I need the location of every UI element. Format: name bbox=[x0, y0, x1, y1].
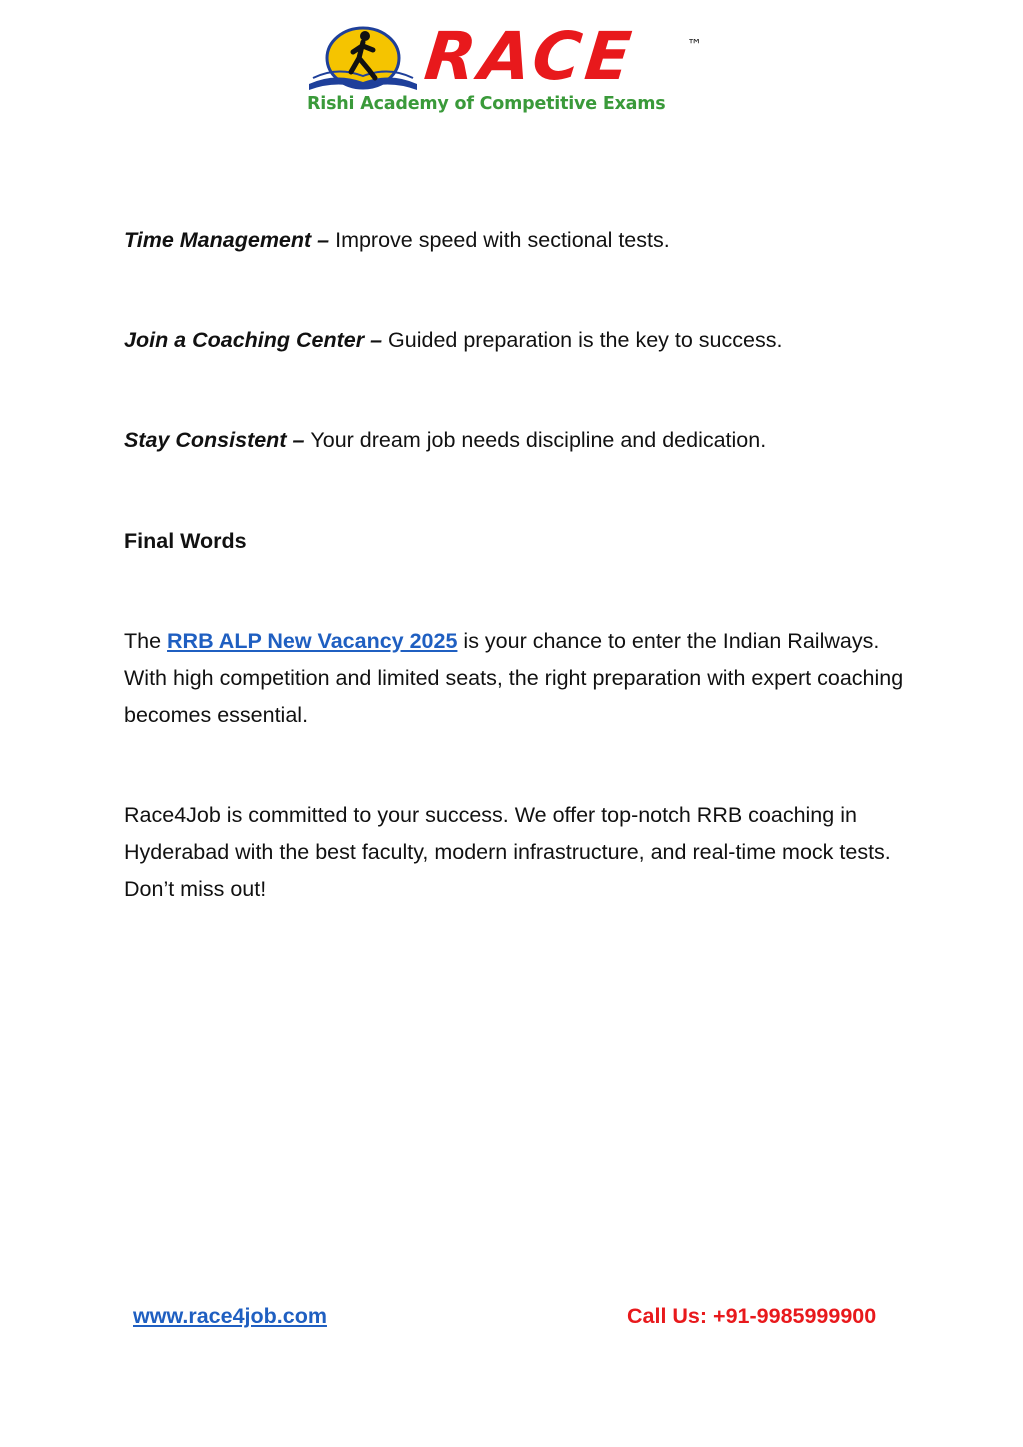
tip-lead: Stay Consistent – bbox=[124, 428, 311, 452]
race-logo bbox=[305, 18, 725, 124]
tip-text: Improve speed with sectional tests. bbox=[335, 228, 670, 252]
rrb-alp-vacancy-link[interactable]: RRB ALP New Vacancy 2025 bbox=[167, 629, 458, 653]
call-us-phone: Call Us: +91-9985999900 bbox=[627, 1304, 877, 1328]
paragraph-text: The bbox=[124, 629, 168, 653]
tip-lead: Join a Coaching Center – bbox=[124, 328, 389, 352]
tip-text: Guided preparation is the key to success. bbox=[388, 328, 783, 352]
tip-coaching-center bbox=[124, 322, 904, 359]
logo-wordmark: RACE bbox=[421, 18, 639, 95]
paragraph-race4job: Race4Job is committed to your success. We offer top-notch RRB coaching in Hyderabad with the best faculty, modern infrastructure, and real-time mock tests. Don’t miss out! bbox=[124, 803, 891, 901]
final-words-heading: Final Words bbox=[124, 529, 247, 553]
tip-stay-consistent bbox=[124, 422, 904, 459]
logo-subtitle: Rishi Academy of Competitive Exams bbox=[307, 94, 666, 114]
tip-text: Your dream job needs discipline and dedication. bbox=[310, 428, 767, 452]
tip-lead: Time Management – bbox=[124, 228, 336, 252]
trademark-mark: ™ bbox=[687, 36, 702, 54]
runner-emblem-icon bbox=[305, 26, 425, 96]
paragraph-vacancy bbox=[124, 623, 904, 734]
website-link[interactable]: www.race4job.com bbox=[133, 1304, 327, 1328]
paragraph-text: is your chance to enter the Indian Railways. With high competition and limited seats, the right preparation with expert coaching becomes essential. bbox=[124, 629, 904, 727]
tip-time-management bbox=[124, 222, 904, 259]
